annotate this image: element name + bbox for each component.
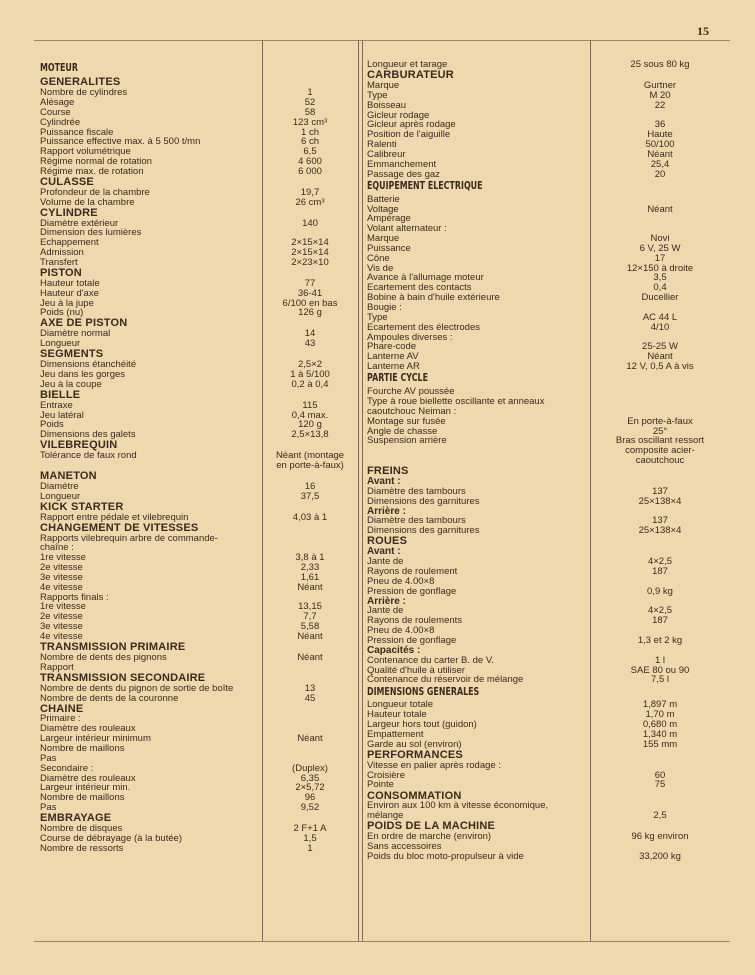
spec-label: Emmanchement bbox=[367, 158, 437, 170]
spec-label: Pointe bbox=[367, 779, 394, 791]
spec-label: Vitesse en palier après rodage : bbox=[367, 759, 501, 771]
spec-label: Rapports finals : bbox=[40, 591, 109, 603]
spec-value: 123 cm³ bbox=[292, 116, 328, 128]
spec-value: 3,8 à 1 bbox=[295, 552, 325, 564]
spec-label: Hauteur d'axe bbox=[40, 287, 99, 299]
spec-value: 2×15×14 bbox=[291, 247, 329, 259]
spec-label: MOTEUR bbox=[40, 62, 78, 74]
spec-label: Longueur totale bbox=[367, 699, 434, 711]
spec-label: PERFORMANCES bbox=[367, 749, 463, 761]
spec-value: 120 g bbox=[298, 419, 322, 431]
spec-label: Dimensions étanchéité bbox=[40, 359, 137, 371]
spec-value: 6 000 bbox=[298, 165, 322, 177]
spec-value: 1 bbox=[307, 842, 313, 854]
spec-row bbox=[34, 491, 361, 502]
spec-value: 37,5 bbox=[300, 490, 320, 502]
spec-value: 25° bbox=[652, 425, 668, 437]
spec-value: 6,35 bbox=[300, 772, 320, 784]
spec-label: Diamètre des tambours bbox=[367, 515, 466, 527]
spec-value: 1 à 5/100 bbox=[290, 368, 330, 380]
spec-label: Phare-code bbox=[367, 341, 417, 353]
spec-label: En ordre de marche (environ) bbox=[367, 831, 492, 843]
spec-label: TRANSMISSION SECONDAIRE bbox=[40, 672, 206, 684]
spec-label: Transfert bbox=[40, 256, 78, 268]
spec-row bbox=[34, 338, 361, 349]
spec-label: TRANSMISSION PRIMAIRE bbox=[40, 642, 186, 654]
spec-label: Régime max. de rotation bbox=[40, 165, 144, 177]
spec-value: 140 bbox=[302, 217, 318, 229]
spec-label: Dimensions des galets bbox=[40, 429, 136, 441]
spec-value: 9,52 bbox=[300, 802, 320, 814]
spec-value: 6,5 bbox=[303, 146, 317, 158]
spec-row bbox=[361, 674, 730, 685]
spec-label: ROUES bbox=[367, 536, 408, 548]
spec-label: FREINS bbox=[367, 466, 409, 478]
spec-table bbox=[34, 40, 730, 942]
spec-row bbox=[361, 525, 730, 536]
spec-label: Pneu de 4.00×8 bbox=[367, 625, 435, 637]
spec-label: Largeur hors tout (guidon) bbox=[367, 719, 477, 731]
spec-value: 5,58 bbox=[300, 621, 320, 633]
spec-row bbox=[361, 810, 730, 821]
spec-label: Position de l'aiguille bbox=[367, 129, 451, 141]
spec-row bbox=[361, 169, 730, 180]
spec-value: 12×150 à droite bbox=[626, 262, 694, 274]
spec-label: Pas bbox=[40, 802, 57, 814]
spec-label: Nombre de ressorts bbox=[40, 842, 124, 854]
spec-value: 2 F+1 A bbox=[293, 822, 327, 834]
spec-label: Rapport entre pédale et vilebrequin bbox=[40, 511, 189, 523]
spec-value: 187 bbox=[652, 566, 668, 577]
spec-label: Hauteur totale bbox=[40, 277, 100, 289]
spec-value: 1,897 m bbox=[642, 699, 678, 711]
spec-label: Nombre de dents de la couronne bbox=[40, 692, 179, 704]
spec-value: composite acier- bbox=[625, 445, 695, 457]
spec-label: VILEBREQUIN bbox=[40, 440, 118, 452]
spec-label: Nombre de cylindres bbox=[40, 87, 128, 99]
spec-value: 25×138×4 bbox=[638, 525, 682, 537]
spec-value: 1 bbox=[307, 87, 313, 99]
spec-value: 137 bbox=[652, 515, 668, 527]
spec-label: Nombre de dents du pignon de sortie de boîte bbox=[40, 682, 234, 694]
spec-label: Diamètre bbox=[40, 480, 79, 492]
spec-row bbox=[34, 512, 361, 523]
spec-value: 96 bbox=[304, 792, 316, 804]
spec-label: Marque bbox=[367, 233, 400, 245]
spec-row bbox=[361, 851, 730, 862]
spec-value: 1,3 et 2 kg bbox=[637, 634, 683, 646]
spec-value: 6/100 en bas bbox=[282, 297, 338, 309]
spec-value: Néant bbox=[297, 631, 323, 642]
spec-row bbox=[34, 693, 361, 704]
spec-value: 36 bbox=[654, 119, 666, 131]
spec-value: Novi bbox=[650, 233, 670, 245]
spec-label: Avant : bbox=[367, 546, 401, 558]
spec-label: Bougie : bbox=[367, 302, 402, 313]
spec-value: 17 bbox=[654, 252, 666, 264]
spec-label: Bobine à bain d'huile extérieure bbox=[367, 292, 500, 304]
spec-label: Jeu dans les gorges bbox=[40, 368, 126, 380]
spec-label: Lanterne AV bbox=[367, 351, 419, 363]
spec-value: Néant bbox=[297, 581, 323, 593]
spec-label: CYLINDRE bbox=[40, 207, 98, 219]
spec-label: Montage sur fusée bbox=[367, 415, 446, 427]
spec-value: Gurtner bbox=[643, 80, 677, 91]
spec-label: Puissance bbox=[367, 242, 411, 254]
spec-label: Croisière bbox=[367, 769, 406, 781]
spec-value: Ducellier bbox=[641, 292, 679, 304]
spec-label: Type à roue biellette oscillante et anneaux bbox=[367, 395, 545, 407]
spec-label: AXE DE PISTON bbox=[40, 318, 128, 330]
column-divider bbox=[362, 41, 363, 941]
spec-value: Néant bbox=[297, 651, 323, 663]
spec-value: 75 bbox=[654, 779, 666, 791]
spec-value: 1 l bbox=[654, 654, 666, 666]
spec-value: 77 bbox=[304, 277, 316, 289]
spec-row bbox=[34, 662, 361, 673]
spec-label: Longueur bbox=[40, 490, 81, 502]
spec-label: ÉQUIPEMENT ÉLECTRIQUE bbox=[367, 179, 483, 191]
spec-label: Jeu à la jupe bbox=[40, 297, 94, 309]
spec-label: mélange bbox=[367, 810, 404, 822]
spec-label: Avant : bbox=[367, 476, 401, 488]
spec-row bbox=[361, 361, 730, 372]
spec-value: 187 bbox=[652, 615, 668, 627]
spec-label: Primaire : bbox=[40, 713, 81, 725]
spec-value: Néant (montage bbox=[275, 450, 345, 462]
spec-label: Admission bbox=[40, 247, 84, 259]
spec-label: CHANGEMENT DE VITESSES bbox=[40, 522, 199, 534]
spec-label: Entraxe bbox=[40, 399, 73, 411]
spec-label: Dimensions des garnitures bbox=[367, 525, 480, 537]
spec-label: Ampoules diverses : bbox=[367, 331, 453, 343]
spec-label: 2e vitesse bbox=[40, 562, 83, 574]
spec-label: GÉNÉRALITÉS bbox=[40, 77, 121, 89]
spec-label: Secondaire : bbox=[40, 762, 94, 774]
spec-value: 1,5 bbox=[303, 832, 317, 844]
spec-row bbox=[34, 197, 361, 208]
spec-value: 7,5 l bbox=[651, 674, 669, 686]
spec-value: en porte-à-faux) bbox=[276, 459, 344, 471]
spec-value: 52 bbox=[304, 96, 316, 108]
spec-value: 20 bbox=[654, 168, 666, 180]
spec-label: caoutchouc Neiman : bbox=[367, 405, 457, 417]
spec-label: Ralenti bbox=[367, 139, 397, 151]
spec-label: Largeur intérieur minimum bbox=[40, 733, 151, 745]
spec-value: 50/100 bbox=[645, 139, 675, 151]
spec-label: Ecartement des contacts bbox=[367, 282, 472, 294]
spec-value: 0,4 bbox=[653, 282, 667, 294]
section-heading bbox=[361, 372, 730, 383]
spec-value: 19,7 bbox=[300, 186, 320, 198]
section-heading bbox=[361, 180, 730, 191]
spec-label: Rapport bbox=[40, 661, 74, 673]
spec-label: Jeu à la coupe bbox=[40, 378, 102, 390]
spec-label: PARTIE CYCLE bbox=[367, 372, 429, 384]
page-number: 15 bbox=[697, 24, 709, 38]
spec-label: 2e vitesse bbox=[40, 611, 83, 623]
spec-label: 1re vitesse bbox=[40, 552, 86, 564]
spec-row bbox=[361, 779, 730, 790]
spec-value: 0,680 m bbox=[642, 719, 678, 731]
spec-value: 155 mm bbox=[642, 738, 678, 750]
spec-value: 4×2,5 bbox=[647, 605, 673, 617]
spec-label: 1re vitesse bbox=[40, 601, 86, 613]
spec-value: 6 V, 25 W bbox=[639, 242, 681, 254]
spec-row bbox=[34, 843, 361, 854]
spec-value: 4×2,5 bbox=[647, 556, 673, 568]
spec-value: 2,33 bbox=[300, 562, 320, 574]
spec-value: 0,4 max. bbox=[291, 409, 329, 421]
spec-value: 4 600 bbox=[298, 156, 322, 168]
spec-label: Calibreur bbox=[367, 148, 406, 160]
spec-label: Rapports vilebrequin arbre de commande- bbox=[40, 532, 218, 544]
spec-label: Volume de la chambre bbox=[40, 196, 135, 208]
spec-row bbox=[34, 429, 361, 440]
spec-label: Ecartement des électrodes bbox=[367, 321, 481, 333]
spec-value: 96 kg environ bbox=[631, 831, 689, 843]
spec-label: Profondeur de la chambre bbox=[40, 186, 150, 198]
spec-label: Empattement bbox=[367, 728, 424, 740]
spec-label: SEGMENTS bbox=[40, 349, 104, 361]
spec-value: Néant bbox=[647, 203, 673, 215]
spec-label: 4e vitesse bbox=[40, 631, 83, 642]
spec-row bbox=[361, 739, 730, 750]
spec-label: Puissance fiscale bbox=[40, 126, 114, 138]
spec-value: 25,4 bbox=[650, 158, 670, 170]
spec-label: Passage des gaz bbox=[367, 168, 440, 180]
spec-label: chaîne : bbox=[40, 542, 74, 554]
spec-value: 2,5×2 bbox=[297, 359, 323, 371]
right-spec-column bbox=[361, 41, 730, 941]
spec-label: Pas bbox=[40, 752, 57, 764]
spec-label: Dimensions des garnitures bbox=[367, 495, 480, 507]
spec-value: 2×23×10 bbox=[291, 256, 329, 268]
left-spec-column bbox=[34, 41, 361, 941]
spec-label: Pneu de 4.00×8 bbox=[367, 575, 435, 587]
spec-value: 14 bbox=[304, 328, 316, 340]
spec-value: Bras oscillant ressort bbox=[615, 435, 705, 447]
spec-label: Suspension arrière bbox=[367, 435, 447, 447]
spec-row bbox=[361, 59, 730, 70]
spec-label: Rayons de roulement bbox=[367, 566, 458, 577]
spec-value: 45 bbox=[304, 692, 316, 704]
spec-label: Diamètre des rouleaux bbox=[40, 772, 136, 784]
spec-label: Ampérage bbox=[367, 213, 411, 225]
spec-label: Gicleur après rodage bbox=[367, 119, 456, 131]
spec-value: 0,2 à 0,4 bbox=[291, 378, 329, 390]
spec-label: Diamètre des tambours bbox=[367, 485, 466, 497]
spec-row bbox=[34, 460, 361, 471]
spec-label: Largeur intérieur min. bbox=[40, 782, 131, 794]
spec-value: 25×138×4 bbox=[638, 495, 682, 507]
spec-value: 2×15×14 bbox=[291, 237, 329, 249]
spec-value: 60 bbox=[654, 769, 666, 781]
spec-label: Longueur et tarage bbox=[367, 59, 448, 70]
spec-value: 1,340 m bbox=[642, 728, 678, 740]
spec-label: Poids du bloc moto-propulseur à vide bbox=[367, 851, 524, 862]
spec-label: 3e vitesse bbox=[40, 571, 83, 583]
spec-label: Pression de gonflage bbox=[367, 634, 457, 646]
spec-label: Arrière : bbox=[367, 505, 406, 517]
spec-label: Avance à l'allumage moteur bbox=[367, 272, 484, 284]
spec-value: 1 ch bbox=[301, 126, 319, 138]
spec-label: Diamètre des rouleaux bbox=[40, 723, 136, 735]
spec-label: Vis de bbox=[367, 262, 394, 274]
spec-label: Cylindrée bbox=[40, 116, 81, 128]
spec-value: 0,9 kg bbox=[647, 585, 673, 597]
spec-label: CULASSE bbox=[40, 176, 94, 188]
spec-label: Course de débrayage (à la butée) bbox=[40, 832, 183, 844]
spec-value: 2,5×13,8 bbox=[291, 429, 329, 441]
spec-label: Diamètre normal bbox=[40, 328, 111, 340]
spec-label: Voltage bbox=[367, 203, 399, 215]
spec-label: Type bbox=[367, 89, 388, 101]
spec-label: Jante de bbox=[367, 605, 404, 617]
spec-label: Rapport volumétrique bbox=[40, 146, 131, 158]
spec-label: Volant alternateur : bbox=[367, 223, 447, 235]
spec-value: (Duplex) bbox=[292, 762, 328, 774]
spec-label: CARBURATEUR bbox=[367, 70, 454, 82]
spec-row bbox=[361, 455, 730, 466]
spec-value: 13 bbox=[304, 682, 316, 694]
column-divider bbox=[358, 41, 359, 941]
spec-value: Néant bbox=[647, 148, 673, 160]
spec-value: 4/10 bbox=[650, 321, 670, 333]
spec-row bbox=[34, 379, 361, 390]
spec-label: Diamètre extérieur bbox=[40, 217, 119, 229]
spec-value: En porte-à-faux bbox=[627, 415, 693, 427]
spec-label: Rayons de roulements bbox=[367, 615, 463, 627]
spec-label: CHAINE bbox=[40, 703, 84, 715]
column-divider bbox=[262, 41, 263, 941]
spec-value: 58 bbox=[304, 106, 316, 118]
spec-value: 115 bbox=[302, 399, 318, 411]
spec-label: CONSOMMATION bbox=[367, 790, 462, 802]
spec-value: caoutchouc bbox=[635, 455, 685, 467]
spec-value: 2×5,72 bbox=[295, 782, 325, 794]
spec-value: 25 sous 80 kg bbox=[630, 59, 690, 70]
spec-value: 4,03 à 1 bbox=[292, 511, 328, 523]
spec-label: Echappement bbox=[40, 237, 99, 249]
spec-value: 1,61 bbox=[300, 571, 320, 583]
spec-value: 6 ch bbox=[301, 136, 319, 148]
spec-label: Poids (nu) bbox=[40, 307, 84, 319]
spec-label: Longueur bbox=[40, 338, 81, 350]
spec-label: 4e vitesse bbox=[40, 581, 83, 593]
spec-label: Hauteur totale bbox=[367, 709, 427, 721]
spec-label: Jante de bbox=[367, 556, 404, 568]
spec-label: Nombre de dents des pignons bbox=[40, 651, 167, 663]
spec-value: 26 cm³ bbox=[295, 196, 325, 208]
spec-label: BIELLE bbox=[40, 389, 81, 401]
spec-label: Boisseau bbox=[367, 99, 407, 111]
spec-label: MANETON bbox=[40, 471, 97, 482]
spec-label: Contenance du carter B. de V. bbox=[367, 654, 494, 666]
spec-label: Batterie bbox=[367, 193, 400, 205]
spec-value: 36-41 bbox=[297, 287, 323, 299]
spec-value: 137 bbox=[652, 485, 668, 497]
spec-label: PISTON bbox=[40, 268, 82, 279]
spec-value: Néant bbox=[647, 351, 673, 363]
spec-value: 22 bbox=[654, 99, 666, 111]
spec-row bbox=[34, 631, 361, 642]
spec-label: Dimension des lumières bbox=[40, 227, 142, 239]
spec-label: Tolérance de faux rond bbox=[40, 450, 137, 462]
spec-value: 25-25 W bbox=[642, 341, 678, 353]
spec-value: Néant bbox=[297, 733, 323, 745]
spec-row bbox=[34, 307, 361, 318]
spec-label: Nombre de maillons bbox=[40, 792, 125, 804]
spec-label: Jeu latéral bbox=[40, 409, 84, 421]
spec-label: Marque bbox=[367, 80, 400, 91]
spec-value: 33,200 kg bbox=[639, 851, 681, 862]
spec-label: Capacités : bbox=[367, 644, 421, 656]
spec-label: Pression de gonflage bbox=[367, 585, 457, 597]
spec-label: Nombre de maillons bbox=[40, 742, 125, 754]
column-divider bbox=[590, 41, 591, 941]
spec-row bbox=[34, 802, 361, 813]
spec-value: Haute bbox=[647, 129, 673, 141]
spec-value: 1,70 m bbox=[645, 709, 675, 721]
spec-value: 126 g bbox=[298, 307, 322, 319]
spec-label: Qualité d'huile à utiliser bbox=[367, 664, 465, 676]
spec-value: 13,15 bbox=[298, 601, 322, 613]
spec-label: Type bbox=[367, 311, 388, 323]
spec-value: M 20 bbox=[649, 89, 671, 101]
spec-label: DIMENSIONS GÉNÉRALES bbox=[367, 685, 480, 697]
spec-row bbox=[34, 166, 361, 177]
spec-label: KICK STARTER bbox=[40, 501, 124, 513]
spec-label: Puissance effective max. à 5 500 t/mn bbox=[40, 136, 201, 148]
spec-value: AC 44 L bbox=[642, 311, 678, 323]
spec-label: Course bbox=[40, 106, 71, 118]
spec-label: 3e vitesse bbox=[40, 621, 83, 633]
spec-value: 2,5 bbox=[653, 810, 667, 822]
spec-label: Contenance du réservoir de mélange bbox=[367, 674, 524, 686]
spec-label: Sans accessoires bbox=[367, 841, 442, 853]
spec-value: SAE 80 ou 90 bbox=[630, 664, 690, 676]
spec-value: 7,7 bbox=[303, 611, 317, 623]
spec-value: 3,5 bbox=[653, 272, 667, 284]
spec-label: POIDS DE LA MACHINE bbox=[367, 821, 496, 833]
spec-label: Régime normal de rotation bbox=[40, 156, 152, 168]
spec-label: Lanterne AR bbox=[367, 361, 420, 373]
spec-row bbox=[34, 257, 361, 268]
spec-label: Poids bbox=[40, 419, 64, 431]
spec-value: 16 bbox=[304, 480, 316, 492]
section-heading bbox=[361, 686, 730, 697]
spec-label: Environ aux 100 km à vitesse économique, bbox=[367, 800, 549, 812]
spec-label: Angle de chasse bbox=[367, 425, 438, 437]
section-heading bbox=[34, 62, 361, 73]
spec-label: Cône bbox=[367, 252, 390, 264]
spec-label: Gicleur rodage bbox=[367, 109, 430, 121]
spec-label: EMBRAYAGE bbox=[40, 813, 112, 825]
spec-label: Garde au sol (environ) bbox=[367, 738, 462, 750]
spec-label: Arrière : bbox=[367, 595, 406, 607]
spec-label: Nombre de disques bbox=[40, 822, 123, 834]
spec-value: 12 V, 0,5 A à vis bbox=[626, 361, 694, 373]
spec-value: 43 bbox=[304, 338, 316, 350]
spec-label: Fourche AV poussée bbox=[367, 386, 455, 398]
spec-label: Alésage bbox=[40, 96, 75, 108]
